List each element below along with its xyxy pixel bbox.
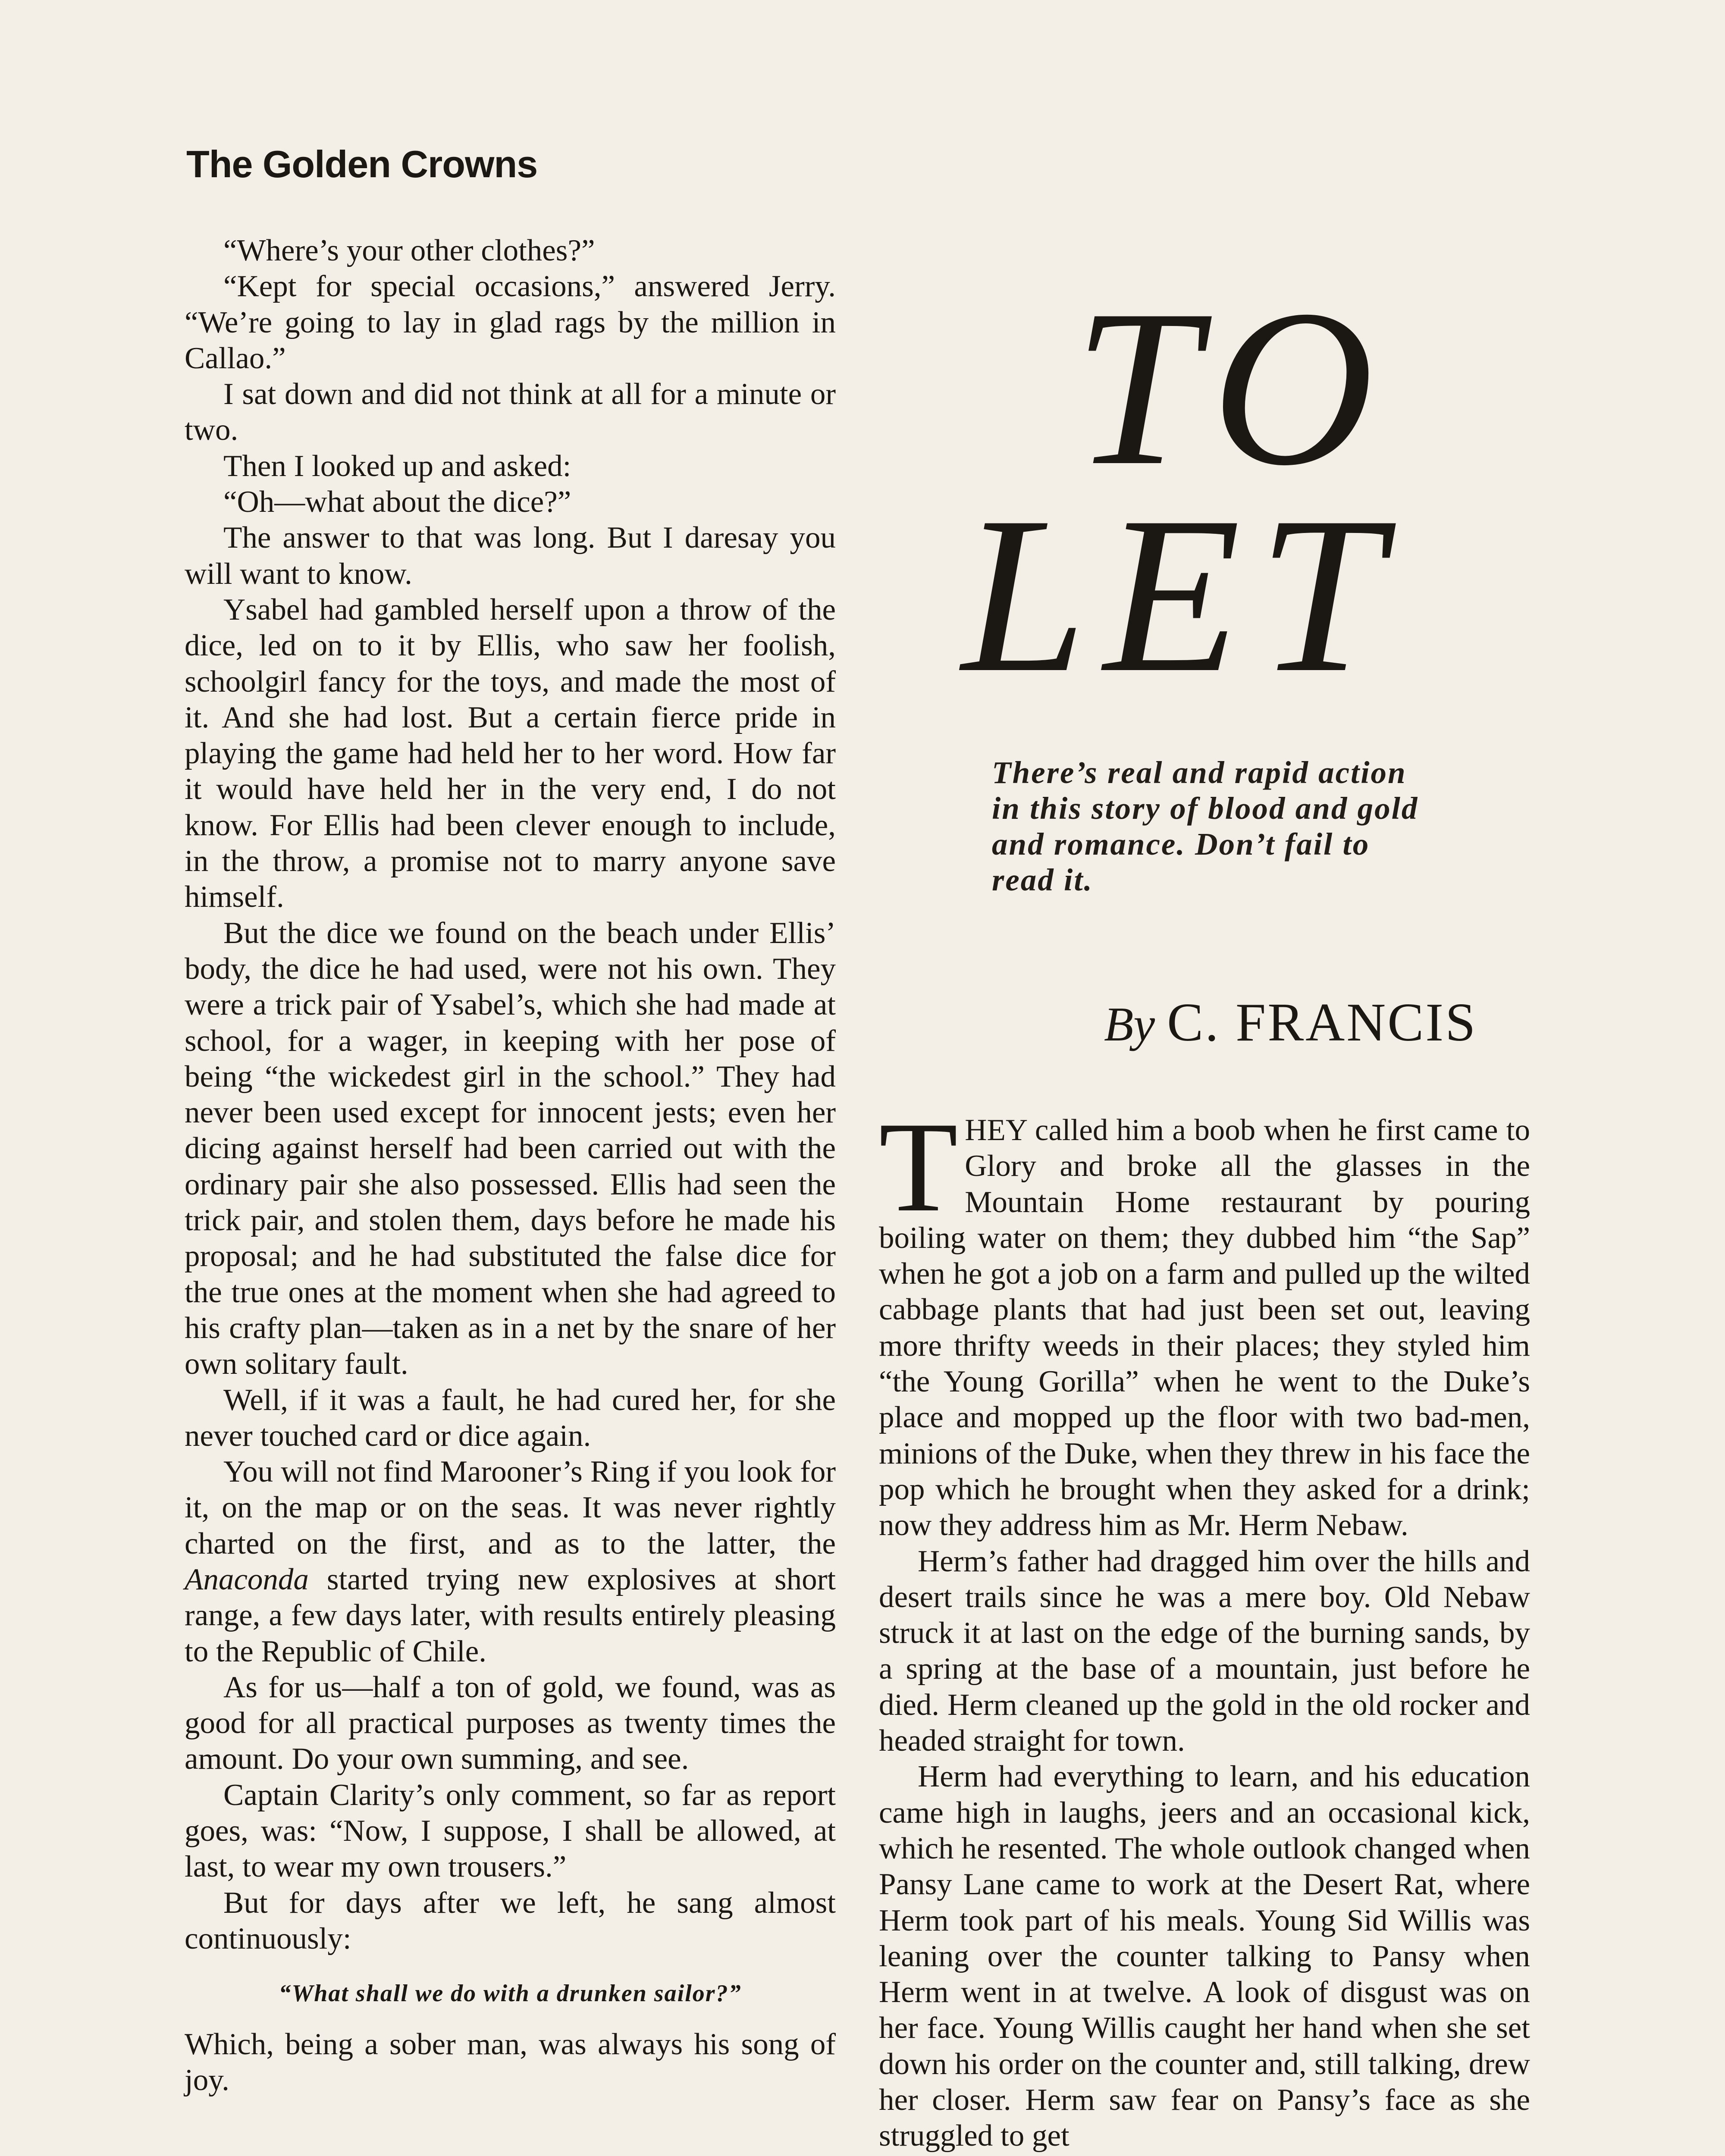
paragraph: The answer to that was long. But I daresay you will want to know. — [185, 521, 836, 591]
opening-paragraph — [879, 1095, 1530, 1544]
byline — [1104, 992, 1535, 1054]
ship-name: Anaconda — [185, 1562, 309, 1596]
closing-paragraph: Which, being a sober man, was always his song of joy. — [185, 2027, 836, 2097]
author-name: C. FRANCIS — [1167, 993, 1477, 1053]
paragraph: I sat down and did not think at all for a minute or two. — [185, 377, 836, 447]
paragraph: Ysabel had gambled herself upon a throw of the dice, led on to it by Ellis, who saw her foolish, schoolgirl fancy for the toys, and made the most of it. And she had lost. But a certain fierce pride in playing the game had held her to her word. How far it would have held her in the very end, I do not know. For Ellis had been clever enough to include, in the throw, a promise not to marry anyone save himself. — [185, 592, 836, 914]
paragraph: Well, if it was a fault, he had cured her, for she never touched card or dice again. — [185, 1383, 836, 1453]
drop-cap: T — [879, 1095, 958, 1238]
paragraph: “Kept for special occasions,” answered Jerry. “We’re going to lay in glad rags by the million in Callao.” — [185, 270, 836, 375]
story-title-line-2: LET — [962, 471, 1400, 719]
running-head-title: The Golden Crowns — [186, 143, 538, 185]
paragraph-text: You will not find Marooner’s Ring if you look for it, on the map or on the seas. It was never rightly charted on the first, and as to the latter, the — [185, 1455, 836, 1561]
paragraph: But for days after we left, he sang almost continuously: — [185, 1886, 836, 1955]
paragraph: Herm had everything to learn, and his education came high in laughs, jeers and an occasional kick, which he resented. The whole outlook changed when Pansy Lane came to work at the Desert Rat, where Herm took part of his meals. Young Sid Willis was leaning over the counter talking to Pansy when Herm went in at twelve. A look of disgust was on her face. Young Willis caught her hand when she set down his order on the counter and, still talking, drew her closer. Herm saw fear on Pansy’s face as she struggled to get — [879, 1760, 1530, 2153]
paragraph: Captain Clarity’s only comment, so far as report goes, was: “Now, I suppose, I shall be allowed, at last, to wear my own trousers.” — [185, 1778, 836, 1884]
opening-paragraph-text: HEY called him a boob when he first came to Glory and broke all the glasses in the Mountain Home restaurant by pouring boiling water on them; they dubbed him “the Sap” when he got a job on a farm and pulled up the wilted cabbage plants that had just been set out, leaving more thrifty weeds in their places; they styled him “the Young Gorilla” when he went to the Duke’s place and mopped up the floor with two bad-men, minions of the Duke, when they threw in his face the pop which he brought when they asked for a drink; now they address him as Mr. Herm Nebaw. — [879, 1113, 1530, 1542]
paragraph: As for us—half a ton of gold, we found, was as good for all practical purposes as twenty times the amount. Do your own summing, and see. — [185, 1670, 836, 1776]
paragraph: Then I looked up and asked: — [223, 449, 571, 483]
story-title — [962, 264, 1505, 719]
paragraph-text: started trying new explosives at short range, a few days later, with results entirely pleasing to the Republic of Chile. — [185, 1562, 836, 1668]
song-verse: “What shall we do with a drunken sailor?” — [279, 1980, 742, 2007]
paragraph: But the dice we found on the beach under Ellis’ body, the dice he had used, were not his own. They were a trick pair of Ysabel’s, which she had made at school, for a wager, in keeping with her pose of being “the wickedest girl in the school.” They had never been used except for innocent jests; even her dicing against herself had been carried out with the ordinary pair she also possessed. Ellis had seen the trick pair, and stolen them, days before he made his proposal; and he had substituted the false dice for the true ones at the moment when she had agreed to his crafty plan—taken as in a net by the snare of her own solitary fault. — [185, 916, 836, 1381]
paragraph-marooners-ring — [185, 1454, 836, 1670]
paragraph: Herm’s father had dragged him over the hills and desert trails since he was a mere boy. Old Nebaw struck it at last on the edge of the burning sands, by a spring at the base of a mountain, just before he died. Herm cleaned up the gold in the old rocker and headed straight for town. — [879, 1544, 1530, 1758]
story-blurb: There’s real and rapid action in this story of blood and gold and romance. Don’t fail to read it. — [992, 755, 1419, 897]
paragraph: “Oh—what about the dice?” — [223, 485, 571, 519]
paragraph: “Where’s your other clothes?” — [223, 234, 595, 267]
byline-prefix: By — [1104, 998, 1155, 1051]
left-column-text — [185, 233, 836, 2098]
right-column-text — [879, 1095, 1530, 2154]
story-title-line-1: TO — [1074, 264, 1391, 512]
